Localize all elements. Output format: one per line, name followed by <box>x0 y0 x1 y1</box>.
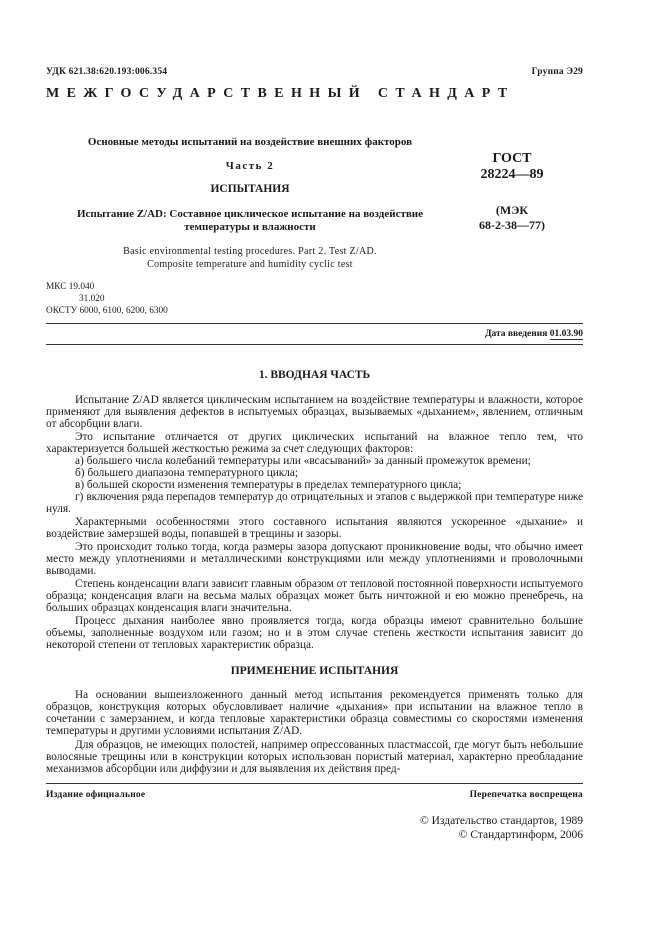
part-label: Часть 2 <box>225 160 275 172</box>
edition-label: Издание официальное <box>46 790 146 800</box>
iec-line2: 68-2-38—77) <box>479 218 545 232</box>
section1-paragraph-4: Это происходит только тогда, когда размеры зазора допускают проникновение воды, что обычно имеет место между уплотнениями и металлическими конструкциями или между уплотнениями и проволочными выводами. <box>46 541 583 578</box>
section1-paragraph-5: Степень конденсации влаги зависит главным образом от тепловой постоянной поверхности испытуемого образца; конденсация влаги на весьма малых образцах может быть ничтожной и ею можно пренебречь, на больших образцах конденсация влаги значительна. <box>46 578 583 615</box>
divider-date <box>46 344 583 345</box>
section-title: ИСПЫТАНИЯ <box>210 183 290 195</box>
divider-bottom <box>46 783 583 784</box>
gost-number: 28224—89 <box>480 167 544 182</box>
list-item-b: б) большего диапазона температурного цикла; <box>75 467 299 479</box>
intro-date-value: 01.03.90 <box>549 329 583 339</box>
intro-date <box>485 329 583 339</box>
mks-code-1: МКС 19.040 <box>46 282 95 292</box>
copyright-1: © Издательство стандартов, 1989 <box>419 815 583 827</box>
list-item-d: г) включения ряда перепадов температур до отрицательных и этапов с выдержкой при температуре ниже нуля. <box>46 491 583 516</box>
mks-code-2: 31.020 <box>79 294 105 304</box>
divider-top <box>46 323 583 324</box>
list-item-c: в) большей скорости изменения температуры в пределах температурного цикла; <box>75 479 462 491</box>
iec-line1: (МЭК <box>495 203 529 217</box>
group-code: Группа Э29 <box>531 67 583 77</box>
okstu-code: ОКСТУ 6000, 6100, 6200, 6300 <box>46 306 168 316</box>
test-title-line2: температуры и влажности <box>184 221 316 233</box>
gost-label: ГОСТ <box>492 151 532 166</box>
list-item-a: а) большего числа колебаний температуры или «всасываний» за данный промежуток времени; <box>75 455 531 467</box>
test-title-line1: Испытание Z/AD: Составное циклическое испытание на воздействие <box>76 208 424 220</box>
section1-paragraph-1: Испытание Z/AD является циклическим испытанием на воздействие температуры и влажности, которое применяют для выявления дефектов в испытуемых образцах, вызываемых «дыханием», явлением, отличным от абсорбции влаги. <box>46 394 583 431</box>
standard-banner: МЕЖГОСУДАРСТВЕННЫЙ СТАНДАРТ <box>46 86 515 101</box>
english-title-line2: Composite temperature and humidity cyclic test <box>147 259 353 270</box>
section1-paragraph-6: Процесс дыхания наиболее явно проявляется тогда, когда образцы имеют сравнительно большие объемы, заполненные воздухом или газом; но и в этом случае степень жесткости испытания зависит до некоторой степени от тепловых характеристик образца. <box>46 615 583 652</box>
english-title-line1: Basic environmental testing procedures. Part 2. Test Z/AD. <box>123 246 377 257</box>
section1-heading: 1. ВВОДНАЯ ЧАСТЬ <box>258 369 371 381</box>
section1-paragraph-3: Характерными особенностями этого составного испытания являются ускоренное «дыхание» и воздействие замерзшей воды, попавшей в трещины и зазоры. <box>46 516 583 541</box>
section2-paragraph-1: На основании вышеизложенного данный метод испытания рекомендуется применять только для образцов, конструкция которых обусловливает наличие «дыхания» при испытании на влажное тепло в сочетании с замерзанием, и когда тепловые характеристики образца совместимы со скоростями изменения температуры и другими условиями испытания Z/AD. <box>46 689 583 738</box>
copyright-2: © Стандартинформ, 2006 <box>458 829 583 841</box>
intro-date-label: Дата введения <box>484 329 548 339</box>
section2-paragraph-2: Для образцов, не имеющих полостей, например опрессованных пластмассой, где могут быть небольшие волосяные трещины или в конструкции которых использован пористый материал, характерно преобладание механизмов абсорбции или диффузии и для выявления их действия пред- <box>46 739 583 776</box>
main-title: Основные методы испытаний на воздействие внешних факторов <box>87 136 413 148</box>
udk-code: УДК 621.38:620.193:006.354 <box>46 67 168 77</box>
section1-paragraph-2: Это испытание отличается от других циклических испытаний на влажное тепло тем, что характеризуется большей жесткостью режима за счет следующих факторов: <box>46 431 583 456</box>
section2-heading: ПРИМЕНЕНИЕ ИСПЫТАНИЯ <box>230 665 399 677</box>
reprint-label: Перепечатка воспрещена <box>469 790 583 800</box>
